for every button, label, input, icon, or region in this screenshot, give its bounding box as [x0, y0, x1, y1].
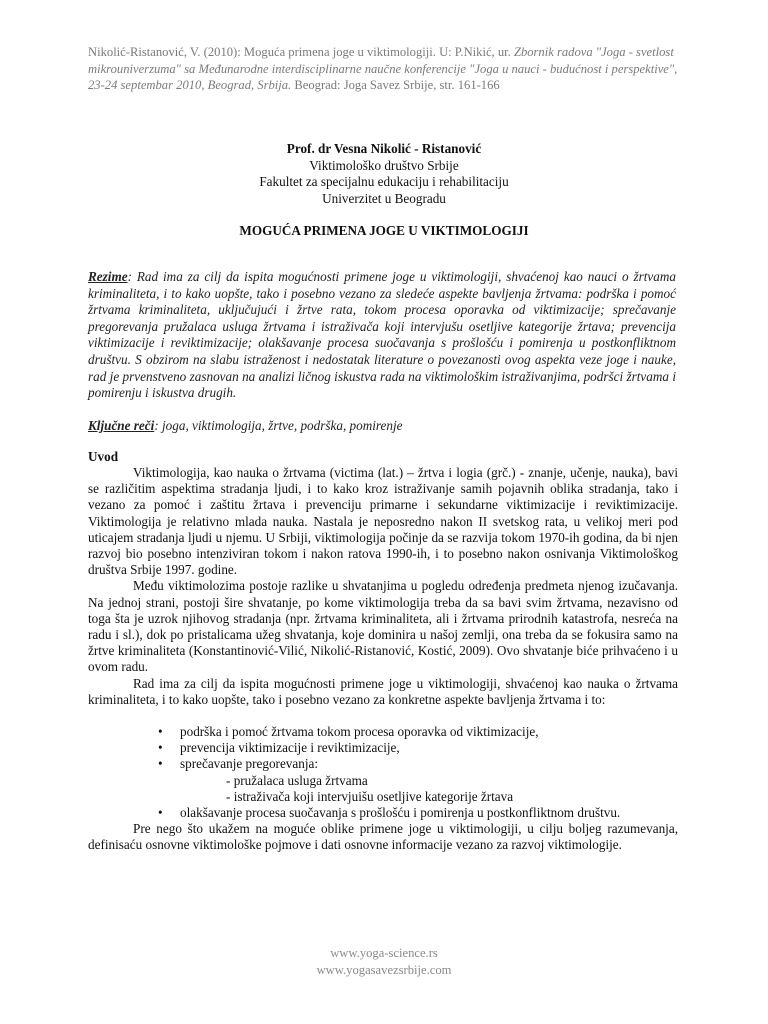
citation-italic: Zbornik radova "Joga - svetlost mikrouniverzuma" sa Međunarodne interdisciplinarne naučne konferencije "Joga u nauci - budućnost i perspektive", 23-24 septembar 2010, Beograd, Srbija. — [88, 45, 678, 93]
paper-title: MOGUĆA PRIMENA JOGE U VIKTIMOLOGIJI — [239, 223, 529, 238]
author-block — [88, 141, 680, 207]
abstract — [88, 269, 676, 402]
aspects-list — [88, 724, 678, 773]
bullet-icon: • — [158, 805, 163, 821]
list-item — [88, 756, 678, 772]
aspects-list-end — [88, 805, 678, 821]
affiliation-society: Viktimološko društvo Srbije — [309, 157, 459, 173]
sub-list-item: - pružalaca usluga žrtvama — [226, 772, 368, 788]
list-item-text: sprečavanje pregorevanja: — [180, 756, 319, 772]
footer-link-yoga-science[interactable]: www.yoga-science.rs — [330, 946, 438, 960]
list-item — [88, 724, 678, 740]
citation-plain-start: Nikolić-Ristanović, V. (2010): Moguća primena joge u viktimologiji. U: P.Nikić, ur. — [88, 45, 514, 59]
footer-link-yoga-savez[interactable]: www.yogasavezsrbije.com — [316, 963, 452, 977]
list-item-text: prevencija viktimizacije i reviktimizacije, — [180, 740, 400, 756]
sub-list-item: - istraživača koji intervjuišu osetljive kategorije žrtava — [226, 788, 514, 804]
list-item — [88, 740, 678, 756]
abstract-label: Rezime — [88, 269, 128, 284]
bullet-icon: • — [158, 756, 163, 772]
body-text — [88, 465, 678, 854]
bullet-icon: • — [158, 724, 163, 740]
list-item — [88, 805, 678, 821]
paragraph-1: Viktimologija, kao nauka o žrtvama (victima (lat.) – žrtva i logia (grč.) - znanje, učenje, nauka), bavi se različitim aspektima stradanja ljudi, i to kako kroz istraživanje samih pojavnih oblika stradanja, tako i vezano za pomoć i zaštitu žrtava i prevenciju primarne i sekundarne viktimizacije i reviktimizacije. Viktimologija je relativno mlada nauka. Nastala je neposredno nakon II svetskog rata, u velikoj meri pod uticajem stradanja ljudi u njemu. U Srbiji, viktimologija počinje da se razvija tokom 1970-ih godina, da bi njen razvoj bio posebno intenziviran tokom i nakon ratova 1990-ih, i to posebno nakon osnivanja Viktimološkog društva Srbije 1997. godine. — [88, 465, 678, 578]
page-footer — [0, 945, 768, 979]
closing-paragraph: Pre nego što ukažem na moguće oblike primene joge u viktimologiji, u cilju boljeg razumevanja, definisaću osnovne viktimološke pojmove i dati osnovne informacije vezano za razvoj viktimologije. — [88, 821, 678, 853]
list-item-text: olakšavanje procesa suočavanja s prošlošću i pomirenja u postkonfliktnom društvu. — [180, 805, 621, 821]
citation-header — [88, 44, 688, 94]
sub-list — [88, 773, 678, 805]
keywords — [88, 418, 676, 435]
affiliation-faculty: Fakultet za specijalnu edukaciju i rehabilitaciju — [259, 174, 509, 190]
affiliation-university: Univerzitet u Beogradu — [322, 190, 446, 206]
keywords-text: : joga, viktimologija, žrtve, podrška, pomirenje — [154, 418, 403, 433]
section-heading: Uvod — [88, 449, 119, 464]
keywords-label: Ključne reči — [88, 418, 155, 433]
list-item-text: podrška i pomoć žrtvama tokom procesa oporavka od viktimizacije, — [180, 724, 539, 740]
author-name: Prof. dr Vesna Nikolić - Ristanović — [286, 141, 482, 156]
paragraph-3: Rad ima za cilj da ispita mogućnosti primene joge u viktimologiji, shvaćenoj kao nauka o žrtvama kriminaliteta, i to kako uopšte, tako i posebno vezano za konkretne aspekte bavljenja žrtvama i to: — [88, 675, 678, 707]
citation-plain-end: Beograd: Joga Savez Srbije, str. 161-166 — [291, 78, 500, 93]
paragraph-2: Među viktimolozima postoje razlike u shvatanjima u pogledu određenja predmeta njenog izučavanja. Na jednoj strani, postoji šire shvatanje, po kome viktimologija treba da sa bavi svim žrtvama, nezavisno od toga šta je uzrok njihovog stradanja (npr. žrtvama kriminaliteta, ali i žrtvama prirodnih katastrofa, nesreća na radu i sl.), dok po pristalicama užeg shvatanja, koje dominira u našoj zemlji, ona treba da se fokusira samo na žrtve kriminaliteta (Konstantinović-Vilić, Nikolić-Ristanović, Kostić, 2009). Ovo shvatanje biće prihvaćeno i u ovom radu. — [88, 578, 678, 675]
abstract-text: : Rad ima za cilj da ispita mogućnosti primene joge u viktimologiji, shvaćenoj kao nauci o žrtvama kriminaliteta, i to kako uopšte, tako i posebno vezano za sledeće aspekte bavljenja žrtvama: podrška i pomoć žrtvama kriminaliteta, uključujući i žrtve rata, tokom procesa oporavka od viktimizacije; sprečavanje pregorevanja pružalaca usluga žrtvama i istraživača koji intervjušu osetljive kategorije žrtava; prevencija viktimizacije i reviktimizacije; olakšavanje procesa suočavanja s prošlošću i pomirenja u postkonfliktnom društvu. S obzirom na slabu istraženost i nedostatak literature o povezanosti ovog aspekta veze joge i nauke, rad je prvenstveno zasnovan na analizi ličnog iskustva rada na viktimološkim istraživanjima, podršci žrtvama i pomirenju i iskustva drugih. — [88, 269, 676, 401]
bullet-icon: • — [158, 740, 163, 756]
